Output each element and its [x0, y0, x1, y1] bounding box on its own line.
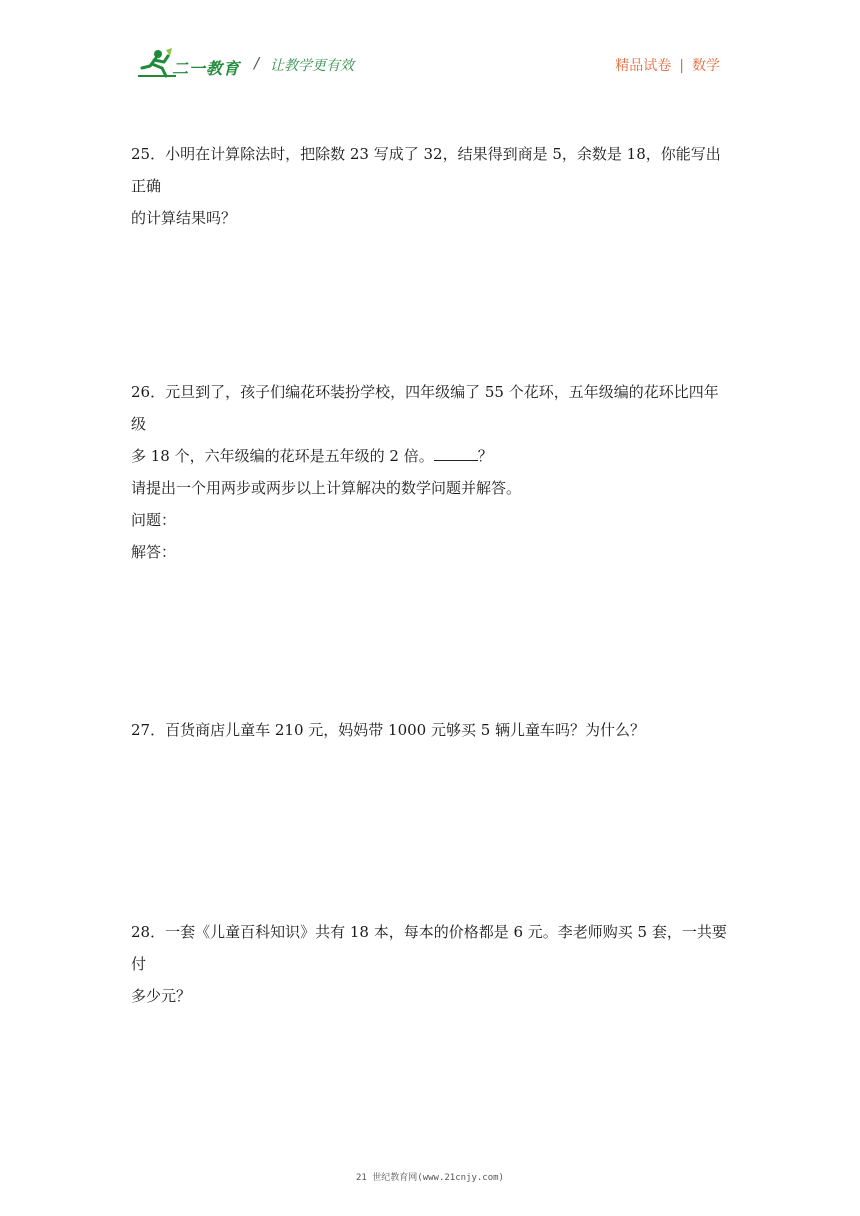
- header-separator: |: [679, 58, 684, 74]
- page-footer: 21 世纪教育网(www.21cnjy.com): [356, 1173, 504, 1183]
- answer-blank[interactable]: [434, 440, 478, 461]
- question-26-line-2-end: ？: [477, 447, 493, 465]
- header-subject: 数学: [692, 58, 720, 74]
- question-28: [131, 916, 731, 1012]
- header-slash: /: [254, 54, 260, 72]
- question-26-line-2-text: 多 18 个，六年级编的花环是五年级的 2 倍。: [131, 447, 434, 465]
- header-category-label: 精品试卷: [615, 58, 672, 74]
- header-category: [615, 55, 720, 75]
- question-26-answer-label: 解答：: [131, 543, 177, 561]
- question-27: [131, 714, 731, 746]
- question-25: [131, 138, 731, 234]
- question-28-line-1: 28．一套《儿童百科知识》共有 18 本，每本的价格都是 6 元。李老师购买 5 套，一共要付: [131, 923, 727, 973]
- question-26-problem-label: 问题：: [131, 511, 177, 529]
- question-25-line-1: 25．小明在计算除法时，把除数 23 写成了 32，结果得到商是 5，余数是 18，你能写出正确: [131, 145, 721, 195]
- question-26: [131, 376, 731, 568]
- question-26-line-2: [131, 440, 731, 472]
- question-28-line-2: 多少元？: [131, 987, 192, 1005]
- question-26-line-1: 26．元旦到了，孩子们编花环装扮学校，四年级编了 55 个花环，五年级编的花环比四年级: [131, 383, 719, 433]
- page-header: [0, 0, 860, 100]
- brand-slogan: 让教学更有效: [270, 58, 354, 74]
- brand-name: 二一教育: [172, 59, 241, 78]
- question-27-line-1: 27．百货商店儿童车 210 元，妈妈带 1000 元够买 5 辆儿童车吗？为什么？: [131, 721, 646, 739]
- question-26-instruction: 请提出一个用两步或两步以上计算解决的数学问题并解答。: [131, 479, 522, 497]
- question-25-line-2: 的计算结果吗？: [131, 209, 237, 227]
